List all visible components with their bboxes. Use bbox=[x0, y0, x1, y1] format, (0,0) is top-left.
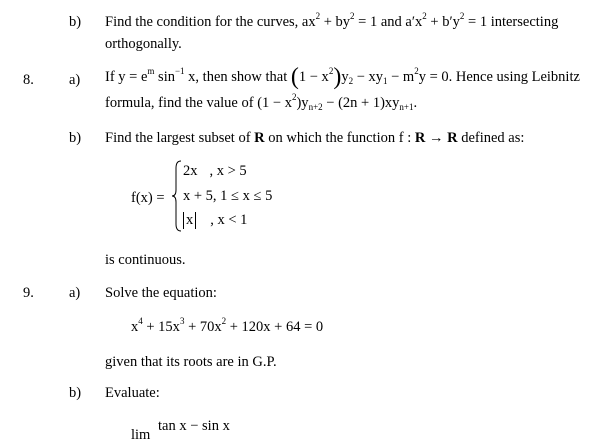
q9a-given: given that its roots are in G.P. bbox=[105, 354, 277, 370]
q8a-l2mid: )y bbox=[296, 95, 309, 111]
q8b-R2: R bbox=[414, 130, 426, 146]
exp: 2 bbox=[350, 11, 355, 21]
exp: m bbox=[147, 66, 155, 76]
q9a-equation bbox=[131, 316, 324, 336]
case3-abs: x bbox=[183, 212, 196, 229]
lim-label: lim bbox=[131, 427, 151, 443]
q8b-continuous: is continuous. bbox=[105, 252, 186, 268]
q8b-line1 bbox=[105, 130, 524, 147]
sub: 1 bbox=[383, 76, 388, 86]
q7b-part-label: b) bbox=[69, 14, 82, 30]
exp: 2 bbox=[422, 11, 427, 21]
q8a-m: − m bbox=[387, 69, 415, 85]
case1-cond: , x > 5 bbox=[209, 163, 247, 179]
q9a-text: Solve the equation: bbox=[105, 285, 217, 301]
piecewise-brace bbox=[172, 160, 182, 232]
q8a-l2end: . bbox=[413, 95, 418, 111]
q8b-arrow: → bbox=[425, 130, 448, 146]
q8a-1mx: 1 − x bbox=[298, 69, 329, 85]
q7b-line2: orthogonally. bbox=[105, 36, 182, 52]
q7b-by: + by bbox=[320, 14, 351, 30]
q7b-text: Find the condition for the curves, bbox=[105, 14, 302, 30]
q8a-line2 bbox=[105, 92, 418, 112]
q8-number: 8. bbox=[23, 72, 34, 88]
eq-x: x bbox=[131, 319, 139, 335]
q9b-part-label: b) bbox=[69, 385, 82, 401]
q8a-l2pre: formula, find the value of (1 − x bbox=[105, 95, 292, 111]
q8b-R3: R bbox=[447, 130, 458, 146]
case1-expr: 2x bbox=[183, 163, 198, 179]
exp: 2 bbox=[291, 92, 297, 102]
case3-cond: , x < 1 bbox=[210, 212, 248, 228]
q7b-ax: ax bbox=[301, 14, 316, 30]
q7b-by2: + b′y bbox=[426, 14, 460, 30]
sub: 2 bbox=[348, 76, 354, 86]
q8a-paren: ) bbox=[333, 64, 342, 90]
case3 bbox=[183, 212, 247, 229]
fx-label: f(x) = bbox=[131, 190, 165, 206]
exp: −1 bbox=[174, 66, 185, 76]
case1 bbox=[183, 163, 247, 180]
case2: x + 5, 1 ≤ x ≤ 5 bbox=[183, 188, 273, 204]
q8b-pre: Find the largest subset of bbox=[105, 130, 255, 146]
exp: 2 bbox=[328, 66, 334, 76]
q8a-part-label: a) bbox=[69, 72, 81, 88]
sub: n+1 bbox=[399, 102, 414, 112]
q8a-end: y = 0. Hence using Leibnitz bbox=[418, 69, 580, 85]
q9b-text: Evaluate: bbox=[105, 385, 160, 401]
sub: n+2 bbox=[308, 102, 323, 112]
q8a-pre: If y = e bbox=[105, 69, 148, 85]
q7b-ax2: a′x bbox=[405, 14, 423, 30]
q8a-line1 bbox=[105, 64, 580, 90]
lim-numerator: tan x − sin x bbox=[158, 418, 230, 434]
eq-15: + 15x bbox=[142, 319, 180, 335]
exp: 2 bbox=[459, 11, 465, 21]
q8a-xy: − xy bbox=[353, 69, 383, 85]
eq-70: + 70x bbox=[184, 319, 222, 335]
exp: 2 bbox=[315, 11, 321, 21]
q8b-part-label: b) bbox=[69, 130, 82, 146]
q8a-l2mid2: − (2n + 1)xy bbox=[322, 95, 400, 111]
exp: 2 bbox=[221, 316, 227, 326]
exp: 3 bbox=[179, 316, 185, 326]
q9a-part-label: a) bbox=[69, 285, 81, 301]
q8a-post: x, then show that bbox=[184, 69, 291, 85]
q7b-eq1: = 1 and bbox=[354, 14, 406, 30]
q8a-paren: ( bbox=[290, 64, 299, 90]
q8b-mid: on which the function f : bbox=[264, 130, 415, 146]
q8a-sin: sin bbox=[154, 69, 175, 85]
q8a-y: y bbox=[341, 69, 349, 85]
exp: 4 bbox=[138, 316, 143, 326]
q9-number: 9. bbox=[23, 285, 34, 301]
q7b-line1 bbox=[105, 11, 559, 31]
eq-end: + 120x + 64 = 0 bbox=[226, 319, 324, 335]
q7b-eq2: = 1 intersecting bbox=[464, 14, 559, 30]
exp: 2 bbox=[414, 66, 419, 76]
q8b-post: defined as: bbox=[457, 130, 525, 146]
q8b-R: R bbox=[254, 130, 265, 146]
